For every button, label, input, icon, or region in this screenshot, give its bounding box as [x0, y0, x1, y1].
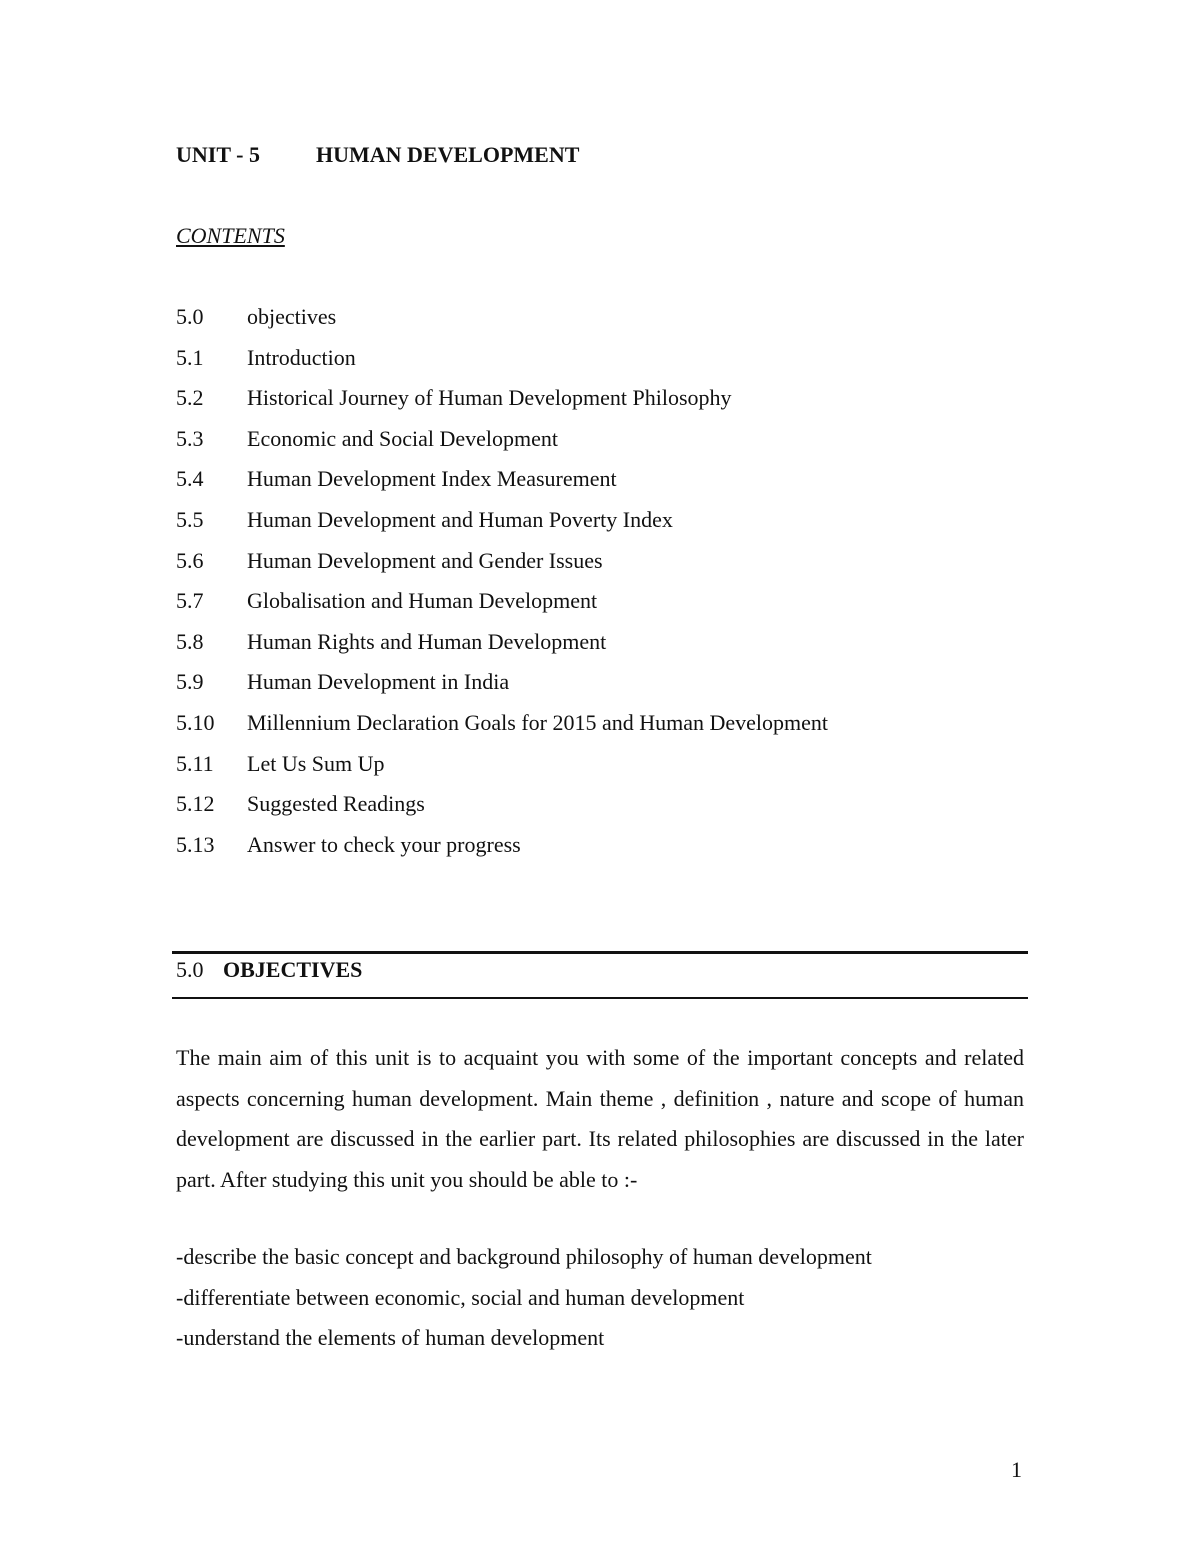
- toc-item: [176, 546, 828, 587]
- objectives-paragraph: The main aim of this unit is to acquaint you with some of the important concepts and related aspects concerning human development. Main theme , definition , nature and scope of human development are discussed in the earlier part. Its related philosophies are discussed in the later part. After studying this unit you should be able to :-: [176, 1045, 1024, 1192]
- toc-item-title: Globalisation and Human Development: [247, 588, 598, 614]
- toc-item-title: Human Development Index Measurement: [247, 466, 617, 492]
- toc-item-title: Human Development in India: [247, 669, 510, 695]
- contents-label: CONTENTS: [176, 223, 285, 248]
- section-divider-top: [172, 951, 1028, 954]
- toc-item: [176, 749, 828, 790]
- toc-item-number: 5.10: [176, 709, 215, 735]
- toc-item-number: 5.2: [176, 385, 204, 411]
- toc-item: [176, 789, 828, 830]
- toc-item: [176, 627, 828, 668]
- section-number: 5.0: [176, 957, 204, 982]
- toc-item-number: 5.9: [176, 669, 204, 695]
- toc-item: [176, 505, 828, 546]
- toc-item: [176, 302, 828, 343]
- toc-item-title: Answer to check your progress: [247, 831, 521, 857]
- toc-item-title: Introduction: [247, 344, 356, 370]
- section-divider-bottom: [172, 997, 1028, 999]
- objectives-list: [176, 1242, 872, 1364]
- toc-item-title: Historical Journey of Human Development Philosophy: [247, 385, 732, 411]
- toc-item: [176, 464, 828, 505]
- objective-item: -describe the basic concept and background philosophy of human development: [176, 1244, 872, 1269]
- toc-item-title: Economic and Social Development: [247, 425, 558, 451]
- toc-item-number: 5.8: [176, 628, 204, 654]
- toc-item-title: Human Development and Gender Issues: [247, 547, 603, 573]
- toc-item: [176, 383, 828, 424]
- objective-item: -understand the elements of human development: [176, 1325, 605, 1350]
- toc-item: [176, 830, 828, 871]
- toc-item: [176, 586, 828, 627]
- section-title: OBJECTIVES: [223, 957, 363, 982]
- toc-item-number: 5.0: [176, 304, 204, 329]
- toc-item-title: objectives: [247, 304, 337, 329]
- toc-item-number: 5.3: [176, 425, 204, 451]
- unit-heading: [176, 142, 579, 168]
- toc-item-number: 5.4: [176, 466, 204, 492]
- page-number: 1: [1011, 1457, 1022, 1482]
- unit-title: HUMAN DEVELOPMENT: [316, 142, 580, 167]
- toc-item-number: 5.1: [176, 344, 204, 370]
- toc-item: [176, 667, 828, 708]
- toc-item: [176, 708, 828, 749]
- toc-item-number: 5.12: [176, 791, 215, 817]
- objective-item: -differentiate between economic, social and human development: [176, 1284, 745, 1310]
- toc-item: [176, 343, 828, 384]
- toc-item-number: 5.5: [176, 506, 204, 532]
- toc-item-number: 5.6: [176, 547, 204, 573]
- toc-item-title: Human Rights and Human Development: [247, 628, 607, 654]
- toc-item-number: 5.11: [176, 750, 214, 776]
- toc-item-title: Let Us Sum Up: [247, 750, 385, 776]
- table-of-contents: [176, 302, 828, 870]
- section-heading: [176, 957, 362, 983]
- toc-item-number: 5.13: [176, 831, 215, 857]
- toc-item-number: 5.7: [176, 588, 204, 614]
- toc-item-title: Human Development and Human Poverty Index: [247, 506, 673, 532]
- toc-item-title: Millennium Declaration Goals for 2015 and Human Development: [247, 709, 829, 735]
- unit-label: UNIT - 5: [176, 142, 260, 167]
- toc-item-title: Suggested Readings: [247, 791, 425, 817]
- toc-item: [176, 424, 828, 465]
